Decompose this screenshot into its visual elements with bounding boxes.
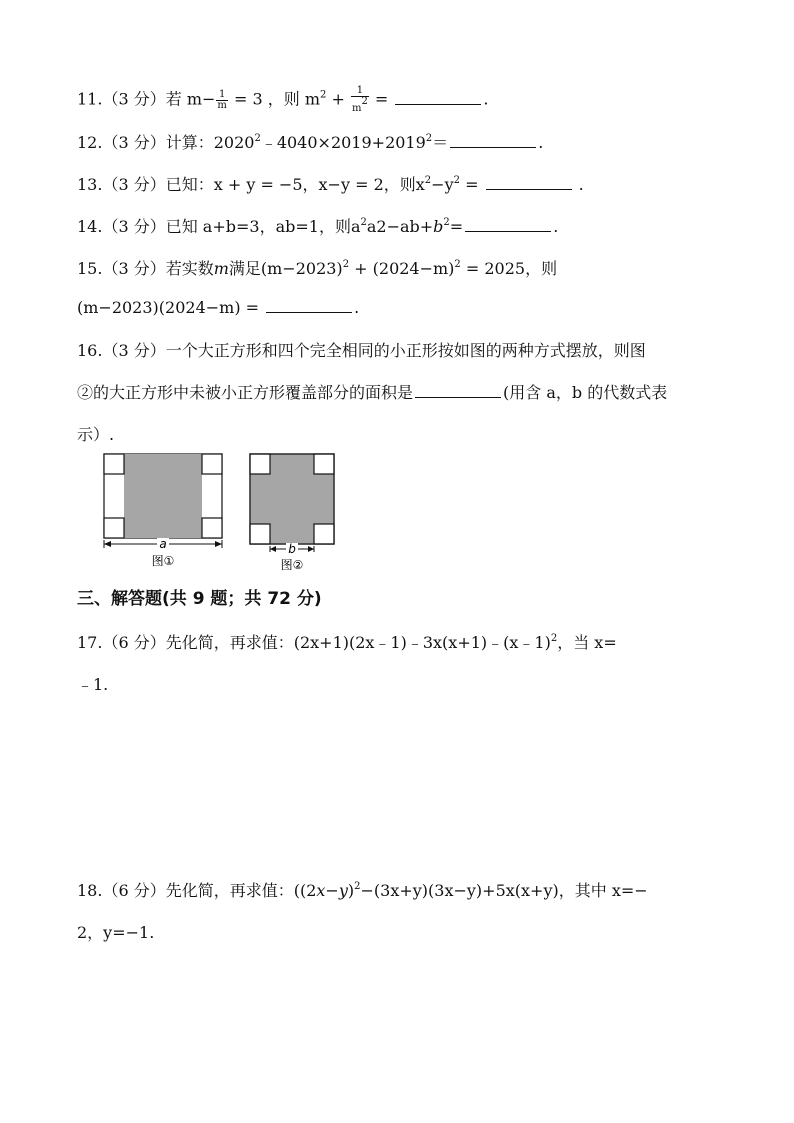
question-16-line-3: 示）. xyxy=(77,425,115,444)
answer-blank[interactable] xyxy=(415,383,501,398)
question-17-line-2: ﹣1. xyxy=(77,675,109,694)
caption-figure-2: 图② xyxy=(280,558,304,572)
question-11: 11.（3 分）若 m− $\frac{1}{m}$ = 3 ，则 $m^2$ + $\frac{1}{m2}$ = . xyxy=(77,85,489,114)
label-a: a xyxy=(159,537,167,551)
question-12: 12.（3 分）计算：$2020^2﹣4040\times 2019+2019^2=$ . xyxy=(77,133,544,152)
question-18-line-1: 18.（6 分）先化简，再求值：($(2x-y)^2-(3x+y)(3x-y)+5x(x+y)$，其中 x=− xyxy=(77,881,648,900)
answer-blank[interactable] xyxy=(486,175,572,190)
question-14: 14.（3 分）已知 a+b=3，ab=1，则$a^2a2-ab+b^2=$ . xyxy=(77,217,559,236)
answer-blank[interactable] xyxy=(266,298,352,313)
answer-blank[interactable] xyxy=(450,133,536,148)
question-17-line-1: 17.（6 分）先化简，再求值：(2x+1)(2x﹣1)﹣3x(x+1)﹣(x﹣1)$^2$，当 x= xyxy=(77,633,617,652)
question-15-line-1: 15.（3 分）若实数m满足$(m-2023)^2 + (2024-m)^2 = 2025$，则 xyxy=(77,259,558,278)
question-13: 13.（3 分）已知：x + y = −5，x−y = 2，则$x^2-y^2$ = . xyxy=(77,175,584,194)
question-16-line-2: ②的大正方形中未被小正方形覆盖部分的面积是 (用含 a，b 的代数式表 xyxy=(77,383,668,402)
answer-blank[interactable] xyxy=(395,90,481,105)
question-16-line-1: 16.（3 分）一个大正方形和四个完全相同的小正形按如图的两种方式摆放，则图 xyxy=(77,341,646,360)
question-15-line-2: (m−2023)(2024−m) = . xyxy=(77,298,360,317)
figure-2 xyxy=(248,452,338,574)
figure-1 xyxy=(102,452,226,570)
question-18-line-2: 2，y=−1. xyxy=(77,923,155,942)
label-b: b xyxy=(288,542,296,556)
fraction-1-over-m2: $\frac{1}{m2}$ xyxy=(351,85,368,114)
section-heading: 三、解答题(共 9 题；共 72 分) xyxy=(77,589,322,609)
caption-figure-1: 图① xyxy=(151,554,175,568)
answer-blank[interactable] xyxy=(465,217,551,232)
fraction-1-over-m: $\frac{1}{m}$ xyxy=(217,88,227,111)
